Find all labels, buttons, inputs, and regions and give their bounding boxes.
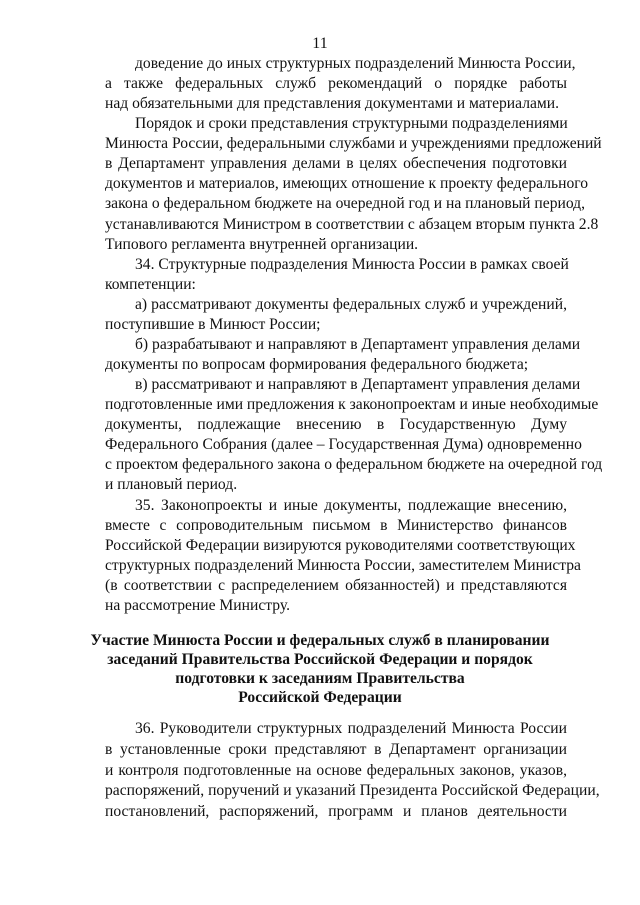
paragraph-line: над обязательными для представления документами и материалами. — [105, 95, 560, 113]
page-number: 11 — [312, 35, 328, 52]
paragraph-line: документы, подлежащие внесению в Государственную Думу — [105, 416, 567, 434]
paragraph-line: а) рассматривают документы федеральных служб и учреждений, — [135, 295, 567, 313]
paragraph-line: б) разрабатывают и направляют в Департамент управления делами — [135, 335, 581, 353]
paragraph-line: документов и материалов, имеющих отношение к проекту федерального — [105, 175, 589, 193]
paragraph-line: на рассмотрение Министру. — [105, 596, 290, 614]
paragraph-line: документы по вопросам формирования федерального бюджета; — [105, 356, 529, 374]
paragraph-line: и плановый период. — [105, 476, 238, 494]
paragraph-line: с проектом федерального закона о федеральном бюджете на очередной год — [105, 456, 603, 474]
paragraph-line: Типового регламента внутренней организации. — [105, 235, 419, 253]
paragraph-line: 36. Руководители структурных подразделений Минюста России — [135, 720, 567, 737]
paragraph-line: Минюста России, федеральными службами и учреждениями предложений — [105, 135, 602, 153]
section-heading-line: заседаний Правительства Российской Федерации и порядок — [107, 651, 533, 668]
paragraph-line: закона о федеральном бюджете на очередной год и на плановый период, — [105, 195, 586, 213]
paragraph-line: а также федеральных служб рекомендаций о порядке работы — [105, 75, 567, 93]
paragraph-line: в Департамент управления делами в целях обеспечения подготовки — [105, 155, 567, 173]
paragraph-line: доведение до иных структурных подразделений Минюста России, — [135, 55, 576, 72]
section-heading-line: подготовки к заседаниям Правительства — [175, 670, 465, 687]
paragraph-line: 34. Структурные подразделения Минюста России в рамках своей — [135, 255, 569, 273]
paragraph-line: в установленные сроки представляют в Департамент организации — [105, 740, 567, 758]
paragraph-line: распоряжений, поручений и указаний Президента Российской Федерации, — [105, 782, 600, 800]
paragraph-line: 35. Законопроекты и иные документы, подлежащие внесению, — [135, 496, 567, 514]
paragraph-line: структурных подразделений Минюста России, заместителем Министра — [105, 556, 581, 574]
paragraph-line: Российской Федерации визируются руководителями соответствующих — [105, 536, 576, 554]
paragraph-line: (в соответствии с распределением обязанностей) и представляются — [105, 576, 567, 594]
paragraph-line: Порядок и сроки представления структурными подразделениями — [135, 115, 568, 133]
paragraph-line: вместе с сопроводительным письмом в Министерство финансов — [105, 516, 567, 534]
paragraph-line: постановлений, распоряжений, программ и планов деятельности — [105, 803, 567, 821]
paragraph-line: компетенции: — [105, 275, 196, 293]
paragraph-line: в) рассматривают и направляют в Департамент управления делами — [135, 376, 581, 394]
section-heading-line: Участие Минюста России и федеральных служб в планировании — [90, 632, 550, 649]
paragraph-line: подготовленные ими предложения к законопроектам и иные необходимые — [105, 396, 599, 414]
paragraph-line: Федерального Собрания (далее – Государственная Дума) одновременно — [105, 436, 582, 454]
section-heading-line: Российской Федерации — [238, 689, 402, 706]
paragraph-line: и контроля подготовленные на основе федеральных законов, указов, — [105, 761, 567, 779]
paragraph-line: поступившие в Минюст России; — [105, 315, 321, 333]
paragraph-line: устанавливаются Министром в соответствии с абзацем вторым пункта 2.8 — [105, 215, 599, 233]
